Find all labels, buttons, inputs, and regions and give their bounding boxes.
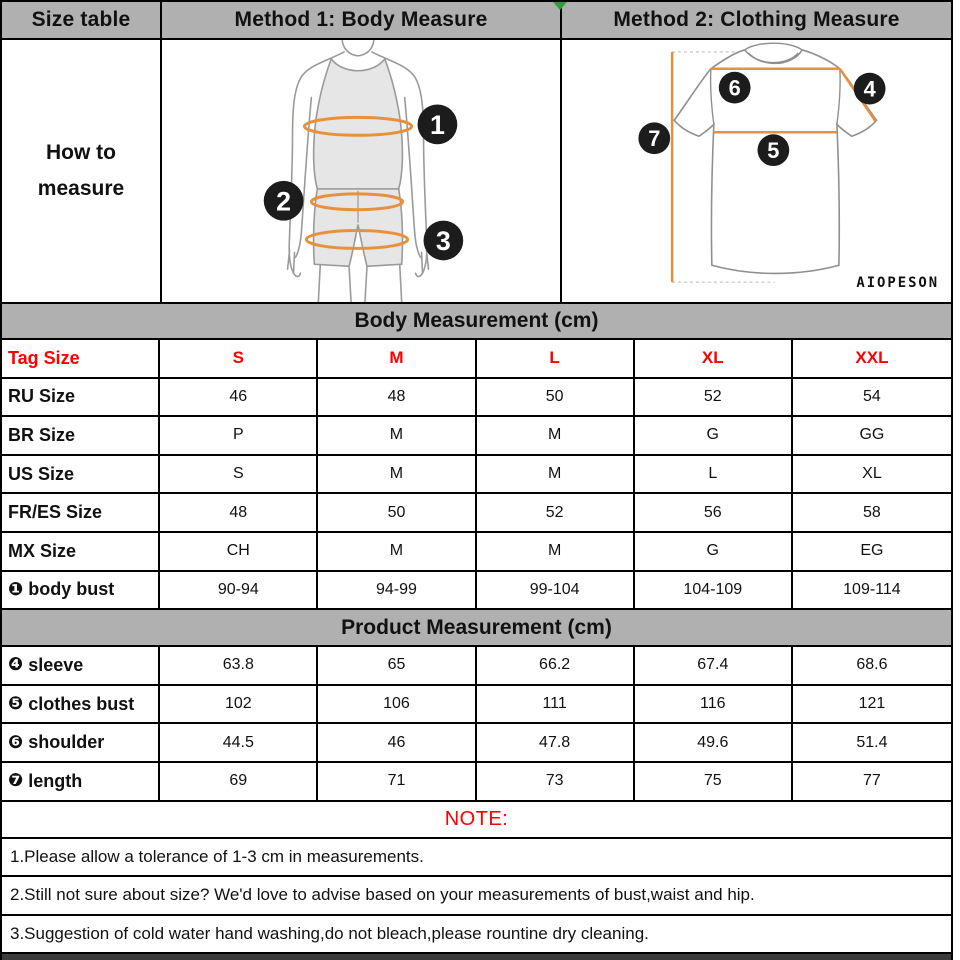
table-row-body-bust [2,572,951,611]
note-item-2 [2,877,951,916]
row-label: length [28,770,83,791]
size-table-title: Size table [31,8,131,31]
value-cell: G [635,533,793,570]
value-cell: 67.4 [635,647,793,684]
value-cell: 49.6 [635,724,793,761]
value-cell: XL [862,465,882,483]
value-cell: 121 [858,695,886,713]
row-label-cell [2,686,160,723]
value-cell: 94-99 [318,572,476,609]
table-row-ru-size [2,379,951,418]
circled-number-icon: ❹ [8,654,24,676]
method2-title: Method 2: Clothing Measure [613,8,900,31]
row-label-cell [2,647,160,684]
top-header-row [2,2,951,40]
note-item-1 [2,839,951,878]
note-text: 1.Please allow a tolerance of 1-3 cm in measurements. [10,846,424,866]
how-to-line2: measure [37,177,125,200]
row-label: Tag Size [8,347,80,368]
value-cell: 102 [160,686,318,723]
note-title: NOTE: [444,807,509,830]
circled-number-icon: ❻ [8,731,24,753]
value-cell: 52 [477,494,635,531]
how-to-measure-label [2,135,160,206]
value-cell: 48 [160,494,318,531]
note-header [2,802,951,839]
row-label: BR Size [8,424,76,445]
value-cell: 51.4 [856,733,888,751]
value-cell: 73 [477,763,635,800]
value-cell: XXL [855,348,889,368]
value-cell: L [477,340,635,377]
body-figure-illustration [162,40,560,302]
value-cell: 46 [318,724,476,761]
value-cell: P [160,417,318,454]
how-to-line1: How to [46,141,116,165]
body-measure-diagram [162,40,562,302]
value-cell: M [318,417,476,454]
method1-header [162,2,562,38]
brand-text: AIOPESON [856,275,940,292]
body-measurement-title: Body Measurement (cm) [354,309,599,332]
value-cell: M [318,533,476,570]
value-cell: 106 [318,686,476,723]
value-cell: 71 [318,763,476,800]
value-cell: M [477,456,635,493]
table-row-mx-size [2,533,951,572]
diagrams-row [2,40,951,304]
marker-4-number: 4 [863,76,876,102]
value-cell: 46 [160,379,318,416]
value-cell: 48 [318,379,476,416]
marker-2-number: 2 [276,186,292,217]
value-cell: G [635,417,793,454]
value-cell: 75 [635,763,793,800]
row-label: shoulder [28,732,105,753]
body-measurement-header [2,304,951,340]
value-cell: CH [160,533,318,570]
value-cell: 44.5 [160,724,318,761]
value-cell: M [477,417,635,454]
table-row-clothes-bust [2,686,951,725]
row-label-cell [2,724,160,761]
value-cell: 104-109 [635,572,793,609]
marker-5-number: 5 [767,138,780,164]
value-cell: M [477,533,635,570]
value-cell: 50 [318,494,476,531]
value-cell: 63.8 [160,647,318,684]
method2-header [562,2,951,38]
value-cell: 56 [635,494,793,531]
table-row-fres-size [2,494,951,533]
row-label-cell [2,379,160,416]
table-row-shoulder [2,724,951,763]
marker-3-number: 3 [435,226,451,257]
row-label-cell [2,533,160,570]
value-cell: 50 [477,379,635,416]
value-cell: L [635,456,793,493]
value-cell: XL [635,340,793,377]
tank-top-shape [314,59,403,189]
product-measurement-title: Product Measurement (cm) [341,615,612,639]
method1-title: Method 1: Body Measure [234,8,488,31]
value-cell: GG [859,426,885,444]
value-cell: 116 [635,686,793,723]
value-cell: 52 [635,379,793,416]
marker-1-number: 1 [429,110,445,141]
green-corner-marker [553,2,567,10]
row-label: US Size [8,463,75,484]
note-item-3 [2,916,951,955]
value-cell: 68.6 [856,656,888,674]
value-cell: 69 [160,763,318,800]
value-cell: 66.2 [477,647,635,684]
value-cell: 90-94 [160,572,318,609]
table-row-sleeve [2,647,951,686]
clothing-measure-diagram [562,40,951,302]
note-text: 2.Still not sure about size? We'd love to advise based on your measurements of bust,waist and hip. [10,885,755,905]
row-label: FR/ES Size [8,502,103,523]
circled-number-icon: ❼ [8,770,24,792]
row-label: sleeve [28,654,84,675]
row-label: MX Size [8,540,77,561]
note-text: 3.Suggestion of cold water hand washing,do not bleach,please rountine dry cleaning. [10,924,649,944]
circled-number-icon: ❶ [8,578,24,600]
table-row-us-size [2,456,951,495]
row-label-cell [2,456,160,493]
table-row-tag-size [2,340,951,379]
value-cell: 109-114 [843,580,901,598]
value-cell: M [318,456,476,493]
circled-number-icon: ❺ [8,693,24,715]
row-label: clothes bust [28,693,135,714]
row-label-cell [2,340,160,377]
row-label-cell [2,494,160,531]
row-label: body bust [28,579,115,600]
row-label-cell [2,763,160,800]
value-cell: 54 [863,387,881,405]
tshirt-illustration [562,40,951,302]
value-cell: 58 [863,503,881,521]
value-cell: M [318,340,476,377]
how-to-measure-cell [2,40,162,302]
table-row-length [2,763,951,802]
value-cell: 77 [863,772,881,790]
marker-6-number: 6 [728,75,741,101]
bottom-border-band [2,954,951,960]
row-label-cell [2,417,160,454]
value-cell: 99-104 [477,572,635,609]
value-cell: 47.8 [477,724,635,761]
value-cell: 111 [477,686,635,723]
value-cell: 65 [318,647,476,684]
value-cell: S [160,340,318,377]
value-cell: S [160,456,318,493]
row-label: RU Size [8,386,76,407]
table-row-br-size [2,417,951,456]
row-label-cell [2,572,160,609]
value-cell: EG [860,542,884,560]
product-measurement-header [2,610,951,647]
marker-7-number: 7 [648,126,661,152]
size-table-header [2,2,162,38]
